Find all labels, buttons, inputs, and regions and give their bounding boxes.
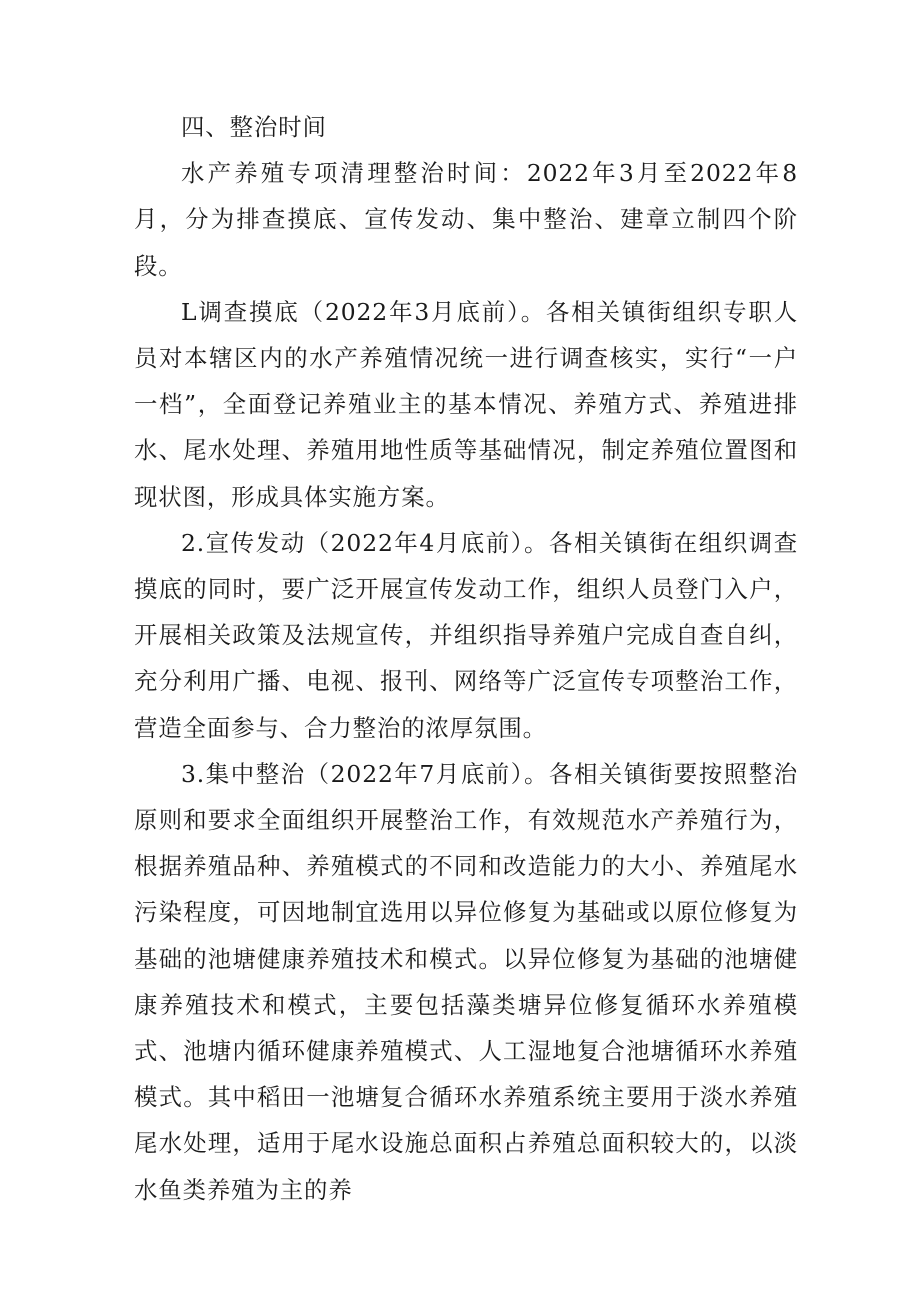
paragraph-publicity: 2.宣传发动（2022年4月底前）。各相关镇街在组织调查摸底的同时，要广泛开展宣传发动工作，组织人员登门入户，开展相关政策及法规宣传，并组织指导养殖户完成自查自纠，充分利用广播、电视、报刊、网络等广泛宣传专项整治工作，营造全面参与、合力整治的浓厚氛围。 — [134, 528, 798, 742]
section-heading: 四、整治时间 — [181, 113, 327, 141]
paragraph-schedule: 水产养殖专项清理整治时间：2022年3月至2022年8月，分为排查摸底、宣传发动、集中整治、建章立制四个阶段。 — [134, 159, 798, 280]
paragraph-rectification: 3.集中整治（2022年7月底前）。各相关镇街要按照整治原则和要求全面组织开展整治工作，有效规范水产养殖行为，根据养殖品种、养殖模式的不同和改造能力的大小、养殖尾水污染程度，可因地制宜选用以异位修复为基础或以原位修复为基础的池塘健康养殖技术和模式。以异位修复为基础的池塘健康养殖技术和模式，主要包括藻类塘异位修复循环水养殖模式、池塘内循环健康养殖模式、人工湿地复合池塘循环水养殖模式。其中稻田一池塘复合循环水养殖系统主要用于淡水养殖尾水处理，适用于尾水设施总面积占养殖总面积较大的，以淡水鱼类养殖为主的养 — [134, 759, 798, 1204]
paragraph-investigation: L调查摸底（2022年3月底前）。各相关镇街组织专职人员对本辖区内的水产养殖情况统一进行调查核实，实行“一户一档”，全面登记养殖业主的基本情况、养殖方式、养殖进排水、尾水处理、养殖用地性质等基础情况，制定养殖位置图和现状图，形成具体实施方案。 — [134, 297, 798, 511]
document-body — [134, 104, 798, 1213]
